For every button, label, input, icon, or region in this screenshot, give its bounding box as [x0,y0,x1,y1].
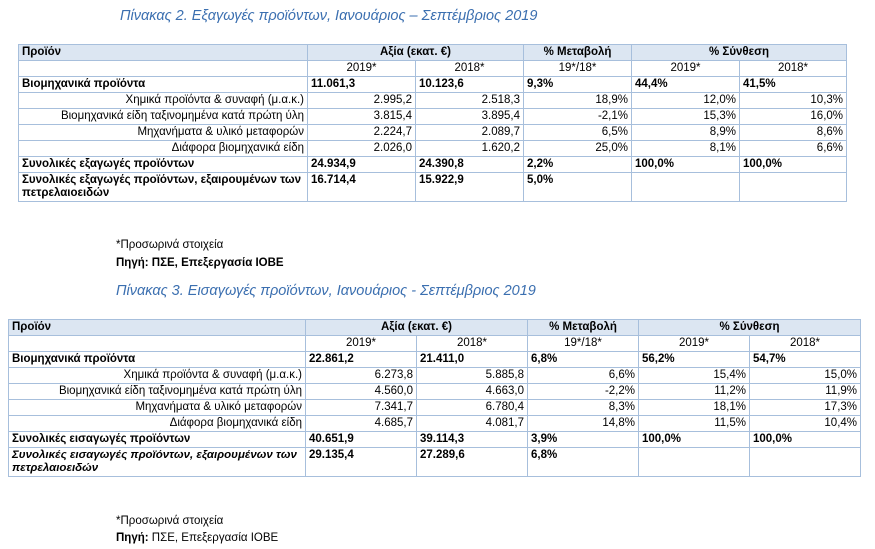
row-label: Μηχανήματα & υλικό μεταφορών [19,125,308,141]
subheader-2018: 2018* [416,61,524,77]
subheader-2019: 2019* [306,336,417,352]
source-note [116,256,284,270]
row-label: Συνολικές εξαγωγές προϊόντων, εξαιρουμένων των πετρελαιοειδών [19,173,308,202]
subheader-comp-2018: 2018* [750,336,861,352]
cell-change: 14,8% [528,416,639,432]
cell-value-2019: 6.273,8 [306,368,417,384]
cell-comp-2019: 8,1% [632,141,740,157]
row-label: Συνολικές εισαγωγές προϊόντων [9,432,306,448]
table-row [19,77,847,93]
cell-value-2019: 4.560,0 [306,384,417,400]
exports-table [18,44,847,202]
cell-value-2018: 2.089,7 [416,125,524,141]
subheader-change-period: 19*/18* [528,336,639,352]
cell-value-2019: 2.224,7 [308,125,416,141]
source-value: ΠΣΕ, Επεξεργασία ΙΟΒΕ [151,532,279,544]
cell-comp-2019: 100,0% [639,432,750,448]
table-row [19,125,847,141]
cell-comp-2019: 15,3% [632,109,740,125]
cell-value-2019: 3.815,4 [308,109,416,125]
table-row [19,157,847,173]
header-product: Προϊόν [9,320,306,336]
cell-change: 8,3% [528,400,639,416]
cell-change: 5,0% [524,173,632,202]
cell-change: 2,2% [524,157,632,173]
cell-value-2018: 39.114,3 [417,432,528,448]
row-label: Βιομηχανικά είδη ταξινομημένα κατά πρώτη ύλη [9,384,306,400]
header-product: Προϊόν [19,45,308,61]
cell-comp-2019 [639,448,750,477]
table-subheader-row [9,336,861,352]
cell-comp-2018 [750,448,861,477]
cell-comp-2019: 15,4% [639,368,750,384]
table-row [19,141,847,157]
cell-value-2018: 15.922,9 [416,173,524,202]
row-label: Διάφορα βιομηχανικά είδη [19,141,308,157]
cell-value-2018: 21.411,0 [417,352,528,368]
row-label: Βιομηχανικά προϊόντα [19,77,308,93]
cell-comp-2019: 11,2% [639,384,750,400]
cell-value-2018: 10.123,6 [416,77,524,93]
cell-change: 18,9% [524,93,632,109]
cell-change: 25,0% [524,141,632,157]
table-row [9,352,861,368]
cell-comp-2018: 6,6% [740,141,847,157]
cell-comp-2019: 44,4% [632,77,740,93]
cell-comp-2019: 100,0% [632,157,740,173]
cell-comp-2019: 56,2% [639,352,750,368]
header-value: Αξία (εκατ. €) [306,320,528,336]
cell-value-2018: 4.663,0 [417,384,528,400]
subheader-2018: 2018* [417,336,528,352]
cell-value-2019: 40.651,9 [306,432,417,448]
cell-change: 6,5% [524,125,632,141]
cell-value-2018: 27.289,6 [417,448,528,477]
source-label: Πηγή: [116,257,149,269]
cell-comp-2019: 8,9% [632,125,740,141]
cell-value-2019: 24.934,9 [308,157,416,173]
source-label: Πηγή: [116,532,149,544]
table-subheader-row [19,61,847,77]
cell-value-2018: 5.885,8 [417,368,528,384]
table-row [19,109,847,125]
table-row [9,416,861,432]
cell-comp-2019: 18,1% [639,400,750,416]
cell-comp-2018: 54,7% [750,352,861,368]
cell-comp-2018: 8,6% [740,125,847,141]
table-row [19,173,847,202]
table-header-row [19,45,847,61]
table-row [9,432,861,448]
header-composition: % Σύνθεση [639,320,861,336]
subheader-change-period: 19*/18* [524,61,632,77]
cell-comp-2019: 11,5% [639,416,750,432]
cell-value-2018: 6.780,4 [417,400,528,416]
cell-value-2018: 2.518,3 [416,93,524,109]
row-label: Βιομηχανικά είδη ταξινομημένα κατά πρώτη ύλη [19,109,308,125]
table-row [9,384,861,400]
header-value: Αξία (εκατ. €) [308,45,524,61]
table-row [9,368,861,384]
cell-comp-2018: 100,0% [750,432,861,448]
cell-value-2018: 3.895,4 [416,109,524,125]
provisional-note: *Προσωρινά στοιχεία [116,515,224,527]
table2-caption: Πίνακας 2. Εξαγωγές προϊόντων, Ιανουάριος – Σεπτέμβριος 2019 [120,8,538,24]
header-composition: % Σύνθεση [632,45,847,61]
cell-value-2018: 1.620,2 [416,141,524,157]
provisional-note: *Προσωρινά στοιχεία [116,239,224,251]
row-label: Μηχανήματα & υλικό μεταφορών [9,400,306,416]
cell-comp-2018: 11,9% [750,384,861,400]
row-label: Συνολικές εξαγωγές προϊόντων [19,157,308,173]
cell-comp-2018: 15,0% [750,368,861,384]
cell-comp-2018: 16,0% [740,109,847,125]
table-row [19,93,847,109]
cell-value-2019: 22.861,2 [306,352,417,368]
row-label: Συνολικές εισαγωγές προϊόντων, εξαιρουμένων των πετρελαιοειδών [9,448,306,477]
cell-value-2019: 4.685,7 [306,416,417,432]
cell-value-2018: 24.390,8 [416,157,524,173]
row-label: Χημικά προϊόντα & συναφή (μ.α.κ.) [19,93,308,109]
source-note [116,531,278,545]
cell-value-2019: 2.026,0 [308,141,416,157]
subheader-comp-2018: 2018* [740,61,847,77]
cell-change: -2,2% [528,384,639,400]
cell-comp-2018: 100,0% [740,157,847,173]
subheader-2019: 2019* [308,61,416,77]
row-label: Διάφορα βιομηχανικά είδη [9,416,306,432]
cell-comp-2018: 41,5% [740,77,847,93]
cell-change: 3,9% [528,432,639,448]
cell-comp-2018: 17,3% [750,400,861,416]
table-row [9,448,861,477]
cell-value-2019: 29.135,4 [306,448,417,477]
source-value: ΠΣΕ, Επεξεργασία ΙΟΒΕ [151,257,284,269]
cell-change: 6,8% [528,352,639,368]
row-label: Βιομηχανικά προϊόντα [9,352,306,368]
cell-value-2019: 16.714,4 [308,173,416,202]
table3-caption: Πίνακας 3. Εισαγωγές προϊόντων, Ιανουάριος - Σεπτέμβριος 2019 [116,283,536,299]
cell-value-2019: 11.061,3 [308,77,416,93]
cell-change: -2,1% [524,109,632,125]
header-change: % Μεταβολή [528,320,639,336]
table-header-row [9,320,861,336]
cell-change: 6,6% [528,368,639,384]
cell-change: 9,3% [524,77,632,93]
row-label: Χημικά προϊόντα & συναφή (μ.α.κ.) [9,368,306,384]
imports-table [8,319,861,477]
subheader-comp-2019: 2019* [639,336,750,352]
cell-value-2019: 7.341,7 [306,400,417,416]
cell-value-2018: 4.081,7 [417,416,528,432]
cell-change: 6,8% [528,448,639,477]
cell-comp-2018 [740,173,847,202]
table-row [9,400,861,416]
subheader-comp-2019: 2019* [632,61,740,77]
cell-comp-2018: 10,4% [750,416,861,432]
header-change: % Μεταβολή [524,45,632,61]
cell-comp-2019: 12,0% [632,93,740,109]
cell-value-2019: 2.995,2 [308,93,416,109]
cell-comp-2018: 10,3% [740,93,847,109]
cell-comp-2019 [632,173,740,202]
